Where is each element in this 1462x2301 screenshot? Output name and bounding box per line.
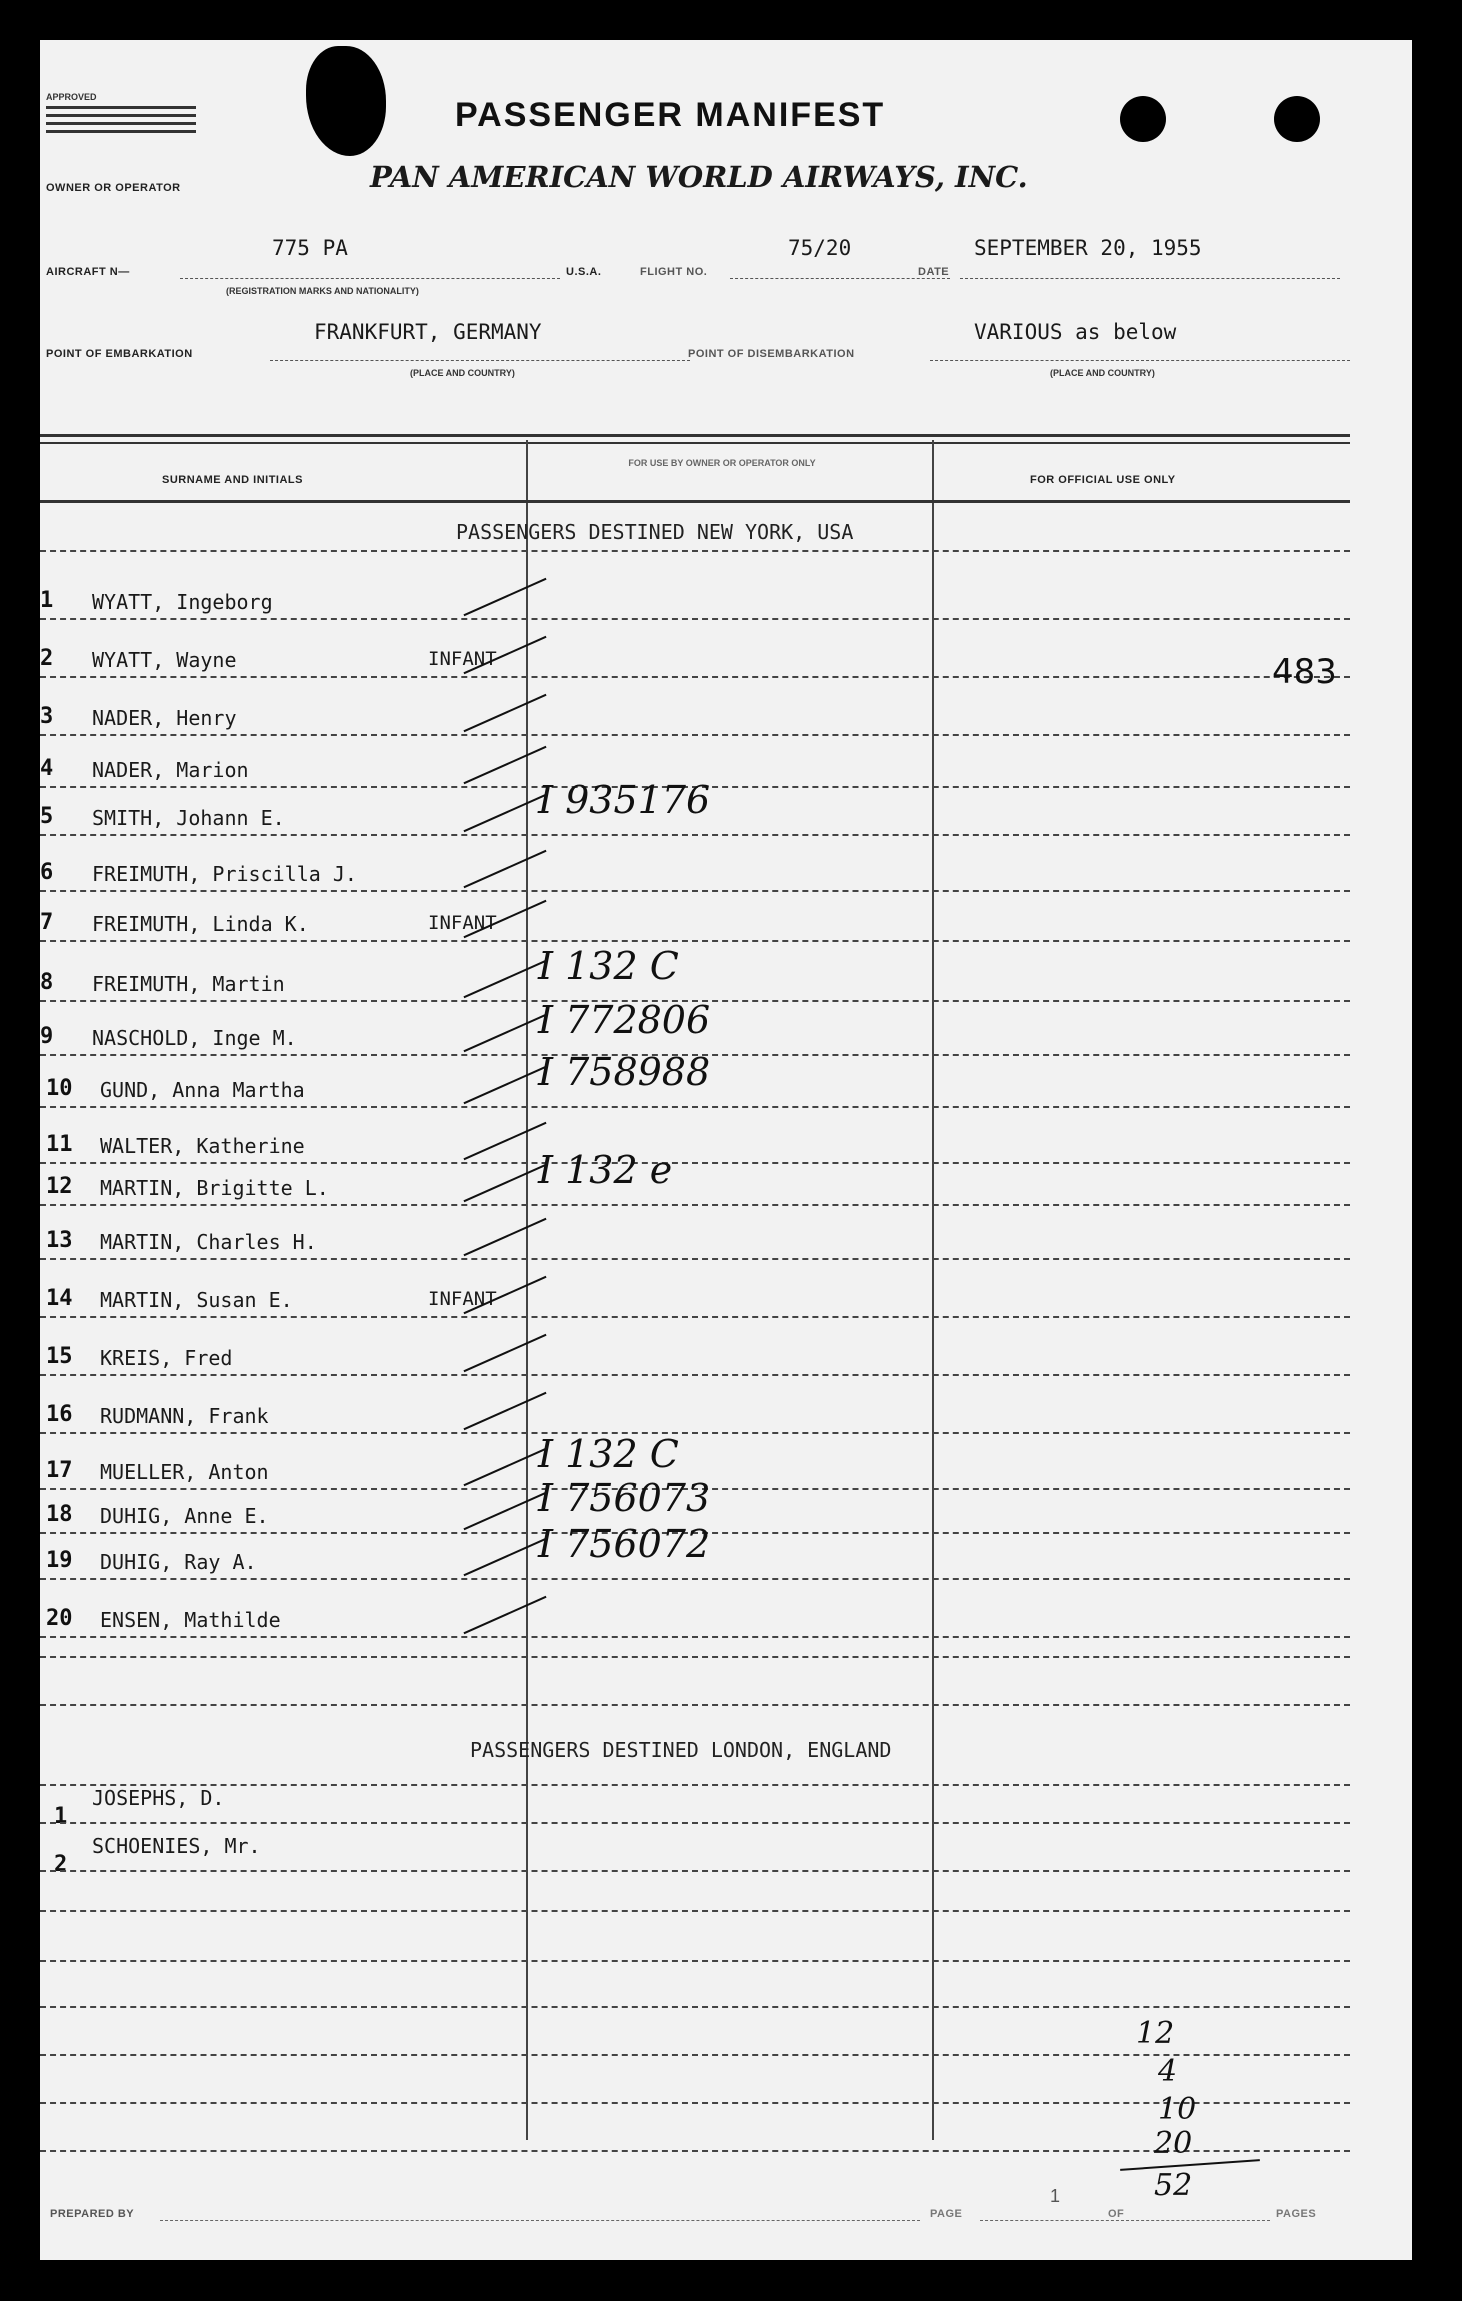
date-underline (960, 278, 1340, 279)
passenger-name: DUHIG, Ray A. (100, 1550, 257, 1574)
embark-underline (270, 360, 690, 361)
check-mark (463, 1492, 546, 1530)
prepared-by-underline (160, 2220, 920, 2221)
passenger-name: RUDMANN, Frank (100, 1404, 269, 1428)
passenger-name: ENSEN, Mathilde (100, 1608, 281, 1632)
check-mark (463, 1596, 546, 1634)
row-number: 15 (46, 1344, 73, 1369)
passenger-name: NADER, Marion (92, 758, 249, 782)
row-rule (40, 1704, 1350, 1706)
check-mark (463, 794, 546, 832)
row-number: 14 (46, 1286, 73, 1311)
flight-label: FLIGHT NO. (640, 266, 708, 278)
passenger-name: FREIMUTH, Priscilla J. (92, 862, 357, 886)
handwritten-code: I 756073 (538, 1476, 711, 1520)
passenger-name: SMITH, Johann E. (92, 806, 285, 830)
passenger-name: FREIMUTH, Linda K. (92, 912, 309, 936)
passenger-name: SCHOENIES, Mr. (92, 1834, 261, 1858)
row-number: 16 (46, 1402, 73, 1427)
disembark-underline (930, 360, 1350, 361)
row-rule (40, 1316, 1350, 1318)
passenger-name: NASCHOLD, Inge M. (92, 1026, 297, 1050)
row-number: 19 (46, 1548, 73, 1573)
row-rule (40, 1822, 1350, 1824)
date-value: SEPTEMBER 20, 1955 (974, 236, 1202, 260)
passenger-name: KREIS, Fred (100, 1346, 233, 1370)
row-number: 6 (40, 860, 54, 885)
passenger-name: WYATT, Ingeborg (92, 590, 273, 614)
row-number: 2 (54, 1852, 68, 1877)
check-mark (463, 1066, 546, 1104)
flight-underline (730, 278, 950, 279)
row-number: 13 (46, 1228, 73, 1253)
row-rule (40, 2054, 1350, 2056)
manifest-title: PASSENGER MANIFEST (455, 96, 886, 134)
row-number: 4 (40, 756, 54, 781)
column-header-surname: SURNAME AND INITIALS (162, 474, 303, 486)
aircraft-label: AIRCRAFT N— (46, 266, 130, 278)
column-header-official-use: FOR OFFICIAL USE ONLY (1030, 474, 1176, 486)
passenger-name: GUND, Anna Martha (100, 1078, 305, 1102)
handwritten-code: I 132 C (538, 1432, 679, 1476)
aircraft-underline (180, 278, 560, 279)
row-number: 9 (40, 1024, 54, 1049)
embark-sublabel: (PLACE AND COUNTRY) (410, 368, 515, 378)
passenger-name: MUELLER, Anton (100, 1460, 269, 1484)
row-rule (40, 1910, 1350, 1912)
column-divider-1 (526, 440, 528, 2140)
check-mark (463, 1014, 546, 1052)
passenger-name: FREIMUTH, Martin (92, 972, 285, 996)
handwritten-code: I 772806 (538, 998, 711, 1042)
passenger-name: MARTIN, Brigitte L. (100, 1176, 329, 1200)
passenger-name: WALTER, Katherine (100, 1134, 305, 1158)
check-mark (463, 1218, 546, 1256)
tally-3: 10 (1158, 2092, 1197, 2127)
infant-note: INFANT (428, 912, 497, 934)
row-rule (40, 2102, 1350, 2104)
aircraft-sublabel: (REGISTRATION MARKS AND NATIONALITY) (226, 286, 419, 296)
row-number: 20 (46, 1606, 73, 1631)
handwritten-code: I 758988 (538, 1050, 711, 1094)
tally-4: 20 (1154, 2126, 1193, 2161)
check-mark (463, 850, 546, 888)
infant-note: INFANT (428, 1288, 497, 1310)
row-number: 12 (46, 1174, 73, 1199)
passenger-name: WYATT, Wayne (92, 648, 237, 672)
row-rule (40, 1204, 1350, 1206)
check-mark (463, 1538, 546, 1576)
row-rule (40, 1636, 1350, 1638)
check-mark (463, 1334, 546, 1372)
embark-value: FRANKFURT, GERMANY (314, 320, 542, 344)
passenger-name: DUHIG, Anne E. (100, 1504, 269, 1528)
owner-value: PAN AMERICAN WORLD AIRWAYS, INC. (370, 160, 1028, 194)
row-number: 8 (40, 970, 54, 995)
row-rule (40, 940, 1350, 942)
row-rule (40, 734, 1350, 736)
approved-stamp: APPROVED (46, 92, 97, 102)
row-number: 11 (46, 1132, 73, 1157)
prepared-by-label: PREPARED BY (50, 2208, 135, 2220)
torn-corner-mark (306, 46, 386, 156)
handwritten-code: I 132 C (538, 944, 679, 988)
tally-2: 4 (1158, 2054, 1178, 2089)
check-mark (463, 1164, 546, 1202)
check-mark (463, 694, 546, 732)
row-rule (40, 890, 1350, 892)
passenger-name: NADER, Henry (92, 706, 237, 730)
binder-hole-1 (1120, 96, 1166, 142)
approved-stamp-lines (46, 106, 196, 134)
official-note: 483 (1272, 652, 1337, 692)
row-rule (40, 1784, 1350, 1786)
usa-label: U.S.A. (566, 266, 602, 278)
flight-value: 75/20 (788, 236, 852, 260)
row-rule (40, 618, 1350, 620)
check-mark (463, 746, 546, 784)
passenger-name: JOSEPHS, D. (92, 1786, 225, 1810)
row-rule (40, 1106, 1350, 1108)
row-rule (40, 1656, 1350, 1658)
handwritten-code: I 935176 (538, 778, 711, 822)
disembark-label: POINT OF DISEMBARKATION (688, 348, 855, 360)
check-mark (463, 1122, 546, 1160)
row-rule (40, 1870, 1350, 1872)
row-number: 1 (40, 588, 54, 613)
tally-1: 12 (1136, 2016, 1175, 2051)
pages-underline (980, 2220, 1270, 2221)
check-mark (463, 960, 546, 998)
table-top-rule (40, 434, 1350, 437)
column-divider-2 (932, 440, 934, 2140)
row-number: 3 (40, 704, 54, 729)
check-mark (463, 1448, 546, 1486)
tally-total: 52 (1154, 2168, 1193, 2203)
row-rule (40, 676, 1350, 678)
of-label: OF (1108, 2208, 1125, 2220)
section-heading-london: PASSENGERS DESTINED LONDON, ENGLAND (470, 1738, 892, 1762)
disembark-value: VARIOUS as below (974, 320, 1177, 344)
row-rule (40, 1960, 1350, 1962)
date-label: DATE (918, 266, 950, 278)
header-bottom-rule (40, 500, 1350, 503)
pages-label: PAGES (1276, 2208, 1317, 2220)
check-mark (463, 578, 546, 616)
row-number: 18 (46, 1502, 73, 1527)
column-header-owner-use: FOR USE BY OWNER OR OPERATOR ONLY (628, 458, 816, 468)
table-top-rule-2 (40, 442, 1350, 444)
row-number: 17 (46, 1458, 73, 1483)
row-rule (40, 1374, 1350, 1376)
owner-label: OWNER OR OPERATOR (46, 182, 181, 194)
handwritten-code: I 756072 (538, 1522, 711, 1566)
row-rule (40, 550, 1350, 552)
handwritten-code: I 132 e (538, 1148, 673, 1192)
page-label: PAGE (930, 2208, 963, 2220)
infant-note: INFANT (428, 648, 497, 670)
manifest-sheet (40, 40, 1412, 2260)
row-number: 2 (40, 646, 54, 671)
row-rule (40, 1432, 1350, 1434)
passenger-name: MARTIN, Charles H. (100, 1230, 317, 1254)
row-rule (40, 834, 1350, 836)
row-number: 5 (40, 804, 54, 829)
binder-hole-2 (1274, 96, 1320, 142)
row-rule (40, 1258, 1350, 1260)
aircraft-value: 775 PA (272, 236, 348, 260)
row-number: 1 (54, 1804, 68, 1829)
row-rule (40, 1578, 1350, 1580)
page-number: 1 (1050, 2186, 1061, 2206)
disembark-sublabel: (PLACE AND COUNTRY) (1050, 368, 1155, 378)
row-number: 7 (40, 910, 54, 935)
passenger-name: MARTIN, Susan E. (100, 1288, 293, 1312)
row-rule (40, 1162, 1350, 1164)
row-number: 10 (46, 1076, 73, 1101)
section-heading-new-york: PASSENGERS DESTINED NEW YORK, USA (456, 520, 854, 544)
embark-label: POINT OF EMBARKATION (46, 348, 193, 360)
check-mark (463, 1392, 546, 1430)
row-rule (40, 2006, 1350, 2008)
